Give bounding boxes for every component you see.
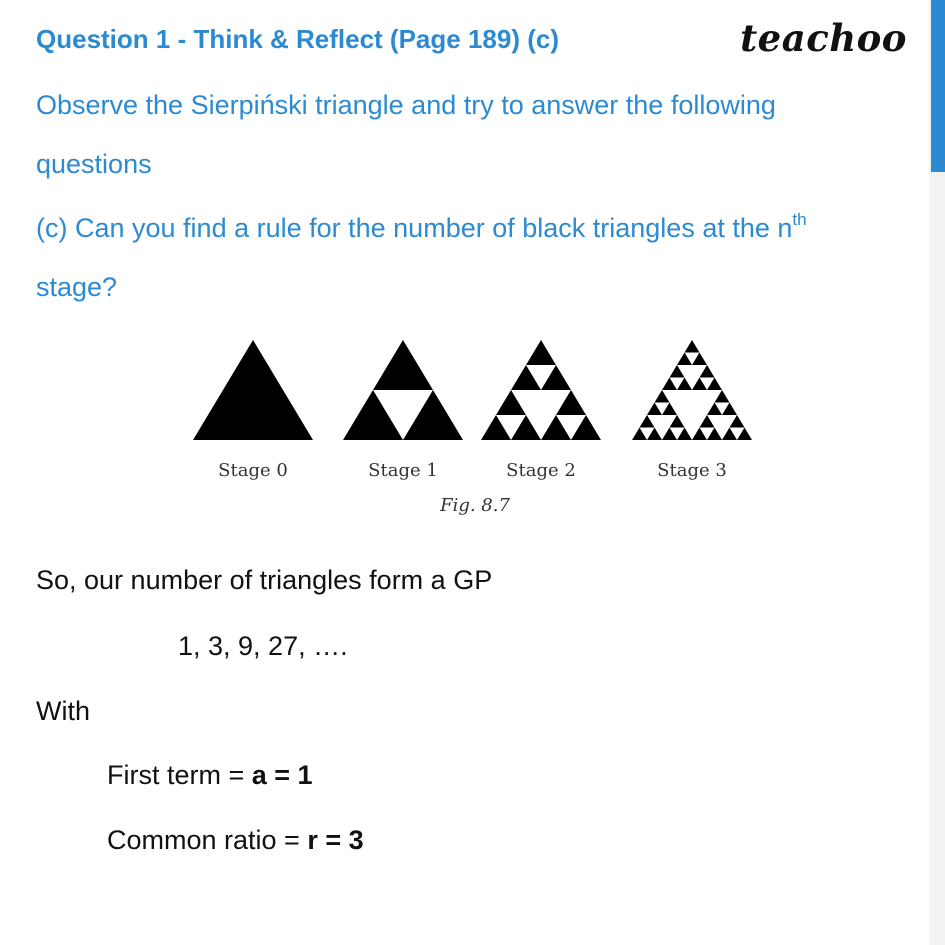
- black-triangle-stage-3: [685, 340, 700, 353]
- black-triangle-stage-0: [193, 340, 313, 440]
- black-triangle-stage-1: [403, 390, 463, 440]
- stage-2-label: Stage 2: [506, 460, 576, 481]
- black-triangle-stage-3: [700, 415, 715, 428]
- black-triangle-stage-1: [373, 340, 433, 390]
- black-triangle-stage-1: [343, 390, 403, 440]
- sierpinski-svg: [183, 330, 766, 525]
- black-triangle-stage-3: [722, 403, 737, 416]
- first-term: [107, 760, 313, 791]
- teachoo-logo: teachoo: [740, 16, 907, 60]
- black-triangle-stage-3: [647, 428, 662, 441]
- black-triangle-stage-2: [481, 415, 511, 440]
- black-triangle-stage-3: [692, 428, 707, 441]
- common-ratio-label: Common ratio =: [107, 825, 308, 855]
- first-term-value: a = 1: [251, 760, 313, 790]
- gp-statement: So, our number of triangles form a GP: [36, 565, 493, 595]
- question-line-1: Observe the Sierpiński triangle and try to answer the following: [36, 90, 776, 120]
- black-triangle-stage-2: [511, 365, 541, 390]
- black-triangle-stage-2: [526, 340, 556, 365]
- superscript-th: th: [792, 210, 807, 229]
- black-triangle-stage-3: [677, 353, 692, 366]
- black-triangle-stage-3: [632, 428, 647, 441]
- common-ratio-value: r = 3: [307, 825, 364, 855]
- black-triangle-stage-3: [670, 415, 685, 428]
- scrollbar-thumb[interactable]: [931, 0, 945, 172]
- black-triangle-stage-3: [707, 428, 722, 441]
- black-triangle-stage-3: [722, 428, 737, 441]
- black-triangle-stage-3: [662, 428, 677, 441]
- question-part-c-text: (c) Can you find a rule for the number of black triangles at the n: [36, 213, 793, 243]
- black-triangle-stage-3: [670, 365, 685, 378]
- black-triangle-stage-3: [707, 403, 722, 416]
- black-triangle-stage-3: [737, 428, 752, 441]
- sierpinski-figure: [183, 330, 766, 525]
- black-triangle-stage-3: [655, 390, 670, 403]
- black-triangle-stage-3: [707, 378, 722, 391]
- black-triangle-stage-3: [662, 403, 677, 416]
- with-label: With: [36, 696, 90, 726]
- black-triangle-stage-2: [511, 415, 541, 440]
- black-triangle-stage-2: [541, 415, 571, 440]
- black-triangle-stage-3: [662, 378, 677, 391]
- question-line-2: questions: [36, 149, 152, 179]
- black-triangle-stage-3: [677, 428, 692, 441]
- common-ratio: [107, 825, 364, 856]
- gp-sequence: 1, 3, 9, 27, ….: [178, 631, 348, 661]
- black-triangle-stage-2: [496, 390, 526, 415]
- black-triangle-stage-3: [692, 378, 707, 391]
- black-triangle-stage-3: [647, 403, 662, 416]
- black-triangle-stage-2: [571, 415, 601, 440]
- question-part-c: [36, 210, 807, 244]
- black-triangle-stage-3: [730, 415, 745, 428]
- black-triangle-stage-3: [677, 378, 692, 391]
- black-triangle-stage-2: [541, 365, 571, 390]
- page-title: Question 1 - Think & Reflect (Page 189) (c): [36, 24, 559, 54]
- question-part-c-end: stage?: [36, 272, 118, 302]
- figure-caption: Fig. 8.7: [440, 495, 510, 516]
- black-triangle-stage-3: [700, 365, 715, 378]
- first-term-label: First term =: [107, 760, 252, 790]
- black-triangle-stage-3: [692, 353, 707, 366]
- black-triangle-stage-3: [640, 415, 655, 428]
- black-triangle-stage-2: [556, 390, 586, 415]
- stage-3-label: Stage 3: [657, 460, 727, 481]
- stage-0-label: Stage 0: [218, 460, 288, 481]
- stage-1-label: Stage 1: [368, 460, 438, 481]
- black-triangle-stage-3: [715, 390, 730, 403]
